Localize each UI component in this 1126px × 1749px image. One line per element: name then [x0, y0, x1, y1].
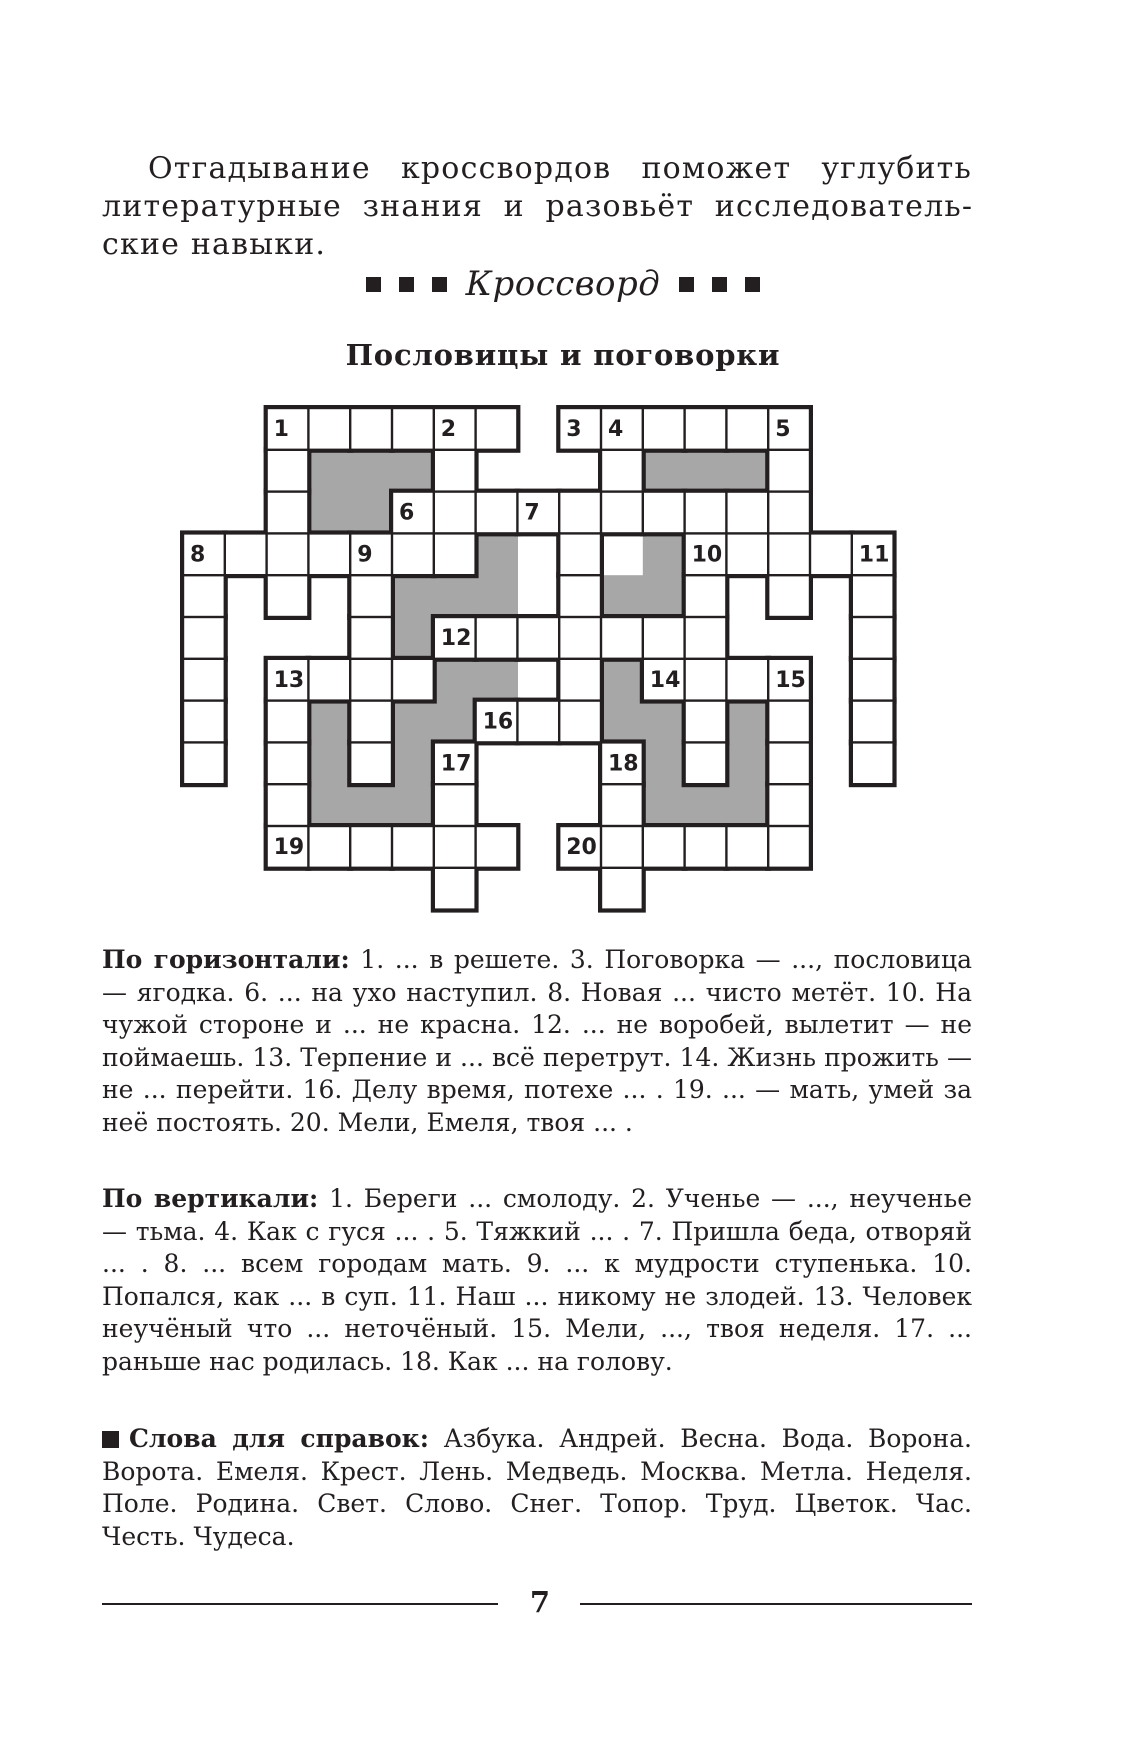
grid-cell[interactable]	[686, 409, 725, 448]
shaded-block	[726, 784, 768, 826]
grid-cell[interactable]	[268, 744, 307, 783]
clue-number: 3	[566, 417, 582, 442]
clue-number: 10	[691, 542, 723, 568]
reference-words	[102, 1423, 972, 1553]
grid-cell[interactable]	[268, 576, 307, 615]
grid-cell[interactable]	[268, 535, 307, 574]
footer-rule-left	[102, 1603, 498, 1605]
clue-number: 15	[775, 667, 806, 693]
shaded-block	[643, 742, 685, 784]
grid-cell[interactable]	[393, 660, 432, 699]
grid-cell[interactable]	[602, 869, 641, 908]
grid-cell[interactable]	[477, 493, 516, 532]
grid-cell[interactable]	[351, 576, 390, 615]
shaded-block	[726, 742, 768, 784]
footer-rule-right	[580, 1603, 972, 1605]
shaded-block	[726, 450, 768, 492]
grid-cell[interactable]	[602, 451, 641, 490]
grid-cell[interactable]	[853, 618, 892, 657]
grid-cell[interactable]	[769, 493, 808, 532]
grid-cell[interactable]	[310, 827, 349, 866]
clue-number: 2	[440, 417, 457, 442]
grid-cell[interactable]	[644, 493, 683, 532]
shaded-block	[392, 784, 434, 826]
grid-cell[interactable]	[477, 618, 516, 657]
down-clues	[102, 1183, 972, 1379]
grid-cell[interactable]	[853, 744, 892, 783]
grid-cell[interactable]	[560, 702, 599, 741]
clue-number: 8	[190, 542, 206, 568]
clue-number: 16	[482, 709, 514, 735]
section-label: Кроссворд	[465, 264, 661, 304]
grid-cell[interactable]	[644, 827, 683, 866]
grid-cell[interactable]	[560, 535, 599, 574]
clue-number: 19	[273, 835, 305, 860]
grid-cell[interactable]	[853, 702, 892, 741]
clue-number: 7	[524, 500, 540, 526]
grid-cell[interactable]	[184, 618, 223, 657]
grid-cell[interactable]	[310, 660, 349, 699]
clue-number: 6	[399, 500, 415, 526]
shaded-block	[392, 575, 434, 617]
grid-cell[interactable]	[184, 576, 223, 615]
across-clues	[102, 944, 972, 1140]
shaded-block	[643, 533, 685, 575]
shaded-block	[392, 617, 434, 659]
shaded-block	[643, 701, 685, 743]
clue-number: 11	[858, 542, 890, 568]
shaded-block	[434, 659, 476, 701]
shaded-block	[350, 784, 392, 826]
reference-text: Азбука. Андрей. Весна. Вода. Ворона. Ворота. Емеля. Крест. Лень. Медведь. Москва. Метла. Неделя. Поле. Родина. Свет. Слово. Снег. Топор. Труд. Цветок. Час. Честь. Чудеса.	[102, 1424, 972, 1551]
grid-cell[interactable]	[728, 409, 767, 448]
shaded-block	[643, 450, 685, 492]
grid-cell[interactable]	[728, 535, 767, 574]
shaded-block	[350, 492, 392, 534]
shaded-block	[643, 784, 685, 826]
grid-cell[interactable]	[811, 535, 850, 574]
grid-cell[interactable]	[351, 409, 390, 448]
grid-cell[interactable]	[435, 493, 474, 532]
shaded-block	[308, 450, 350, 492]
grid-cell[interactable]	[686, 660, 725, 699]
grid-cell[interactable]	[268, 785, 307, 824]
grid-cell[interactable]	[602, 827, 641, 866]
shaded-block	[601, 701, 643, 743]
grid-cell[interactable]	[393, 535, 432, 574]
shaded-block	[476, 575, 518, 617]
grid-cell[interactable]	[644, 618, 683, 657]
grid-cell[interactable]	[769, 576, 808, 615]
grid-cell[interactable]	[184, 702, 223, 741]
reference-label: Слова для справок:	[129, 1424, 429, 1453]
grid-cell[interactable]	[268, 702, 307, 741]
clue-number: 9	[357, 542, 373, 568]
grid-cell[interactable]	[769, 744, 808, 783]
grid-cell[interactable]	[602, 493, 641, 532]
clue-number: 17	[440, 751, 472, 777]
shaded-block	[434, 701, 476, 743]
shaded-block	[392, 701, 434, 743]
down-text: 1. Береги ... смолоду. 2. Ученье — ..., неученье — тьма. 4. Как с гуся ... . 5. Тяжкий ... . 7. Пришла беда, отворяй ... . 8. ... всем городам мать. 9. ... к мудрости ступенька. 10. Попался, как ... в суп. 11. Наш ... никому не злодей. 13. Человек неучёный что ... неточёный. 15. Мели, ..., твоя неделя. 17. ... раньше нас родилась. 18. Как ... на голову.	[102, 1184, 972, 1376]
grid-cell[interactable]	[310, 409, 349, 448]
grid-cell[interactable]	[435, 869, 474, 908]
grid-cell[interactable]	[351, 827, 390, 866]
grid-cell[interactable]	[435, 785, 474, 824]
grid-cell[interactable]	[268, 493, 307, 532]
grid-cell[interactable]	[728, 660, 767, 699]
shaded-block	[308, 701, 350, 743]
grid-cell[interactable]	[560, 618, 599, 657]
shaded-block	[476, 659, 518, 701]
grid-cell[interactable]	[393, 409, 432, 448]
grid-cell[interactable]	[728, 493, 767, 532]
clue-number: 12	[440, 626, 472, 651]
shaded-block	[392, 450, 434, 492]
clue-number: 20	[566, 835, 597, 860]
grid-cell[interactable]	[560, 660, 599, 699]
shaded-block	[308, 492, 350, 534]
grid-cell[interactable]	[602, 785, 641, 824]
grid-cell[interactable]	[769, 451, 808, 490]
grid-cell[interactable]	[769, 535, 808, 574]
shaded-block	[350, 450, 392, 492]
grid-cell[interactable]	[686, 576, 725, 615]
shaded-block	[308, 784, 350, 826]
page-number: 7	[529, 1585, 551, 1619]
grid-cell[interactable]	[351, 702, 390, 741]
grid-cell[interactable]	[477, 827, 516, 866]
grid-cell[interactable]	[435, 535, 474, 574]
grid-cell[interactable]	[769, 827, 808, 866]
grid-cell[interactable]	[853, 576, 892, 615]
shaded-block	[476, 533, 518, 575]
square-bullet-icon	[102, 1431, 119, 1448]
grid-cell[interactable]	[310, 535, 349, 574]
grid-cell[interactable]	[686, 744, 725, 783]
clue-number: 18	[608, 751, 639, 777]
grid-cell[interactable]	[644, 409, 683, 448]
grid-cell[interactable]	[184, 660, 223, 699]
shaded-block	[643, 575, 685, 617]
grid-cell[interactable]	[477, 409, 516, 448]
grid-cell[interactable]	[686, 702, 725, 741]
grid-cell[interactable]	[351, 618, 390, 657]
shaded-block	[601, 659, 643, 701]
shaded-block	[726, 701, 768, 743]
grid-cell[interactable]	[226, 535, 265, 574]
shaded-block	[434, 575, 476, 617]
clue-number: 13	[273, 667, 305, 693]
grid-cell[interactable]	[769, 785, 808, 824]
grid-cell[interactable]	[853, 660, 892, 699]
grid-cell[interactable]	[686, 618, 725, 657]
grid-cell[interactable]	[602, 618, 641, 657]
grid-cell[interactable]	[519, 702, 558, 741]
clue-number: 4	[608, 417, 624, 442]
grid-cell[interactable]	[393, 827, 432, 866]
intro-text: Отгадывание кроссвордов поможет углубить литературные знания и разовьёт исследовательские навыки.	[102, 151, 972, 262]
across-label: По горизонтали:	[102, 945, 350, 974]
shaded-block	[685, 450, 727, 492]
shaded-block	[392, 742, 434, 784]
grid-cell[interactable]	[686, 827, 725, 866]
page-title: Пословицы и поговорки	[345, 338, 781, 372]
clue-number: 5	[775, 417, 791, 442]
grid-cell[interactable]	[560, 576, 599, 615]
grid-cell[interactable]	[519, 618, 558, 657]
grid-cell[interactable]	[435, 827, 474, 866]
grid-cell[interactable]	[769, 702, 808, 741]
grid-cell[interactable]	[560, 493, 599, 532]
shaded-block	[308, 742, 350, 784]
clue-number: 1	[273, 417, 289, 442]
shaded-block	[601, 575, 643, 617]
grid-cell[interactable]	[268, 451, 307, 490]
clue-number: 14	[649, 667, 681, 693]
down-label: По вертикали:	[102, 1184, 319, 1213]
grid-cell[interactable]	[435, 451, 474, 490]
grid-cell[interactable]	[351, 744, 390, 783]
across-text: 1. ... в решете. 3. Поговорка — ..., пословица — ягодка. 6. ... на ухо наступил. 8. Новая ... чисто метёт. 10. На чужой стороне и ... не красна. 12. ... не воробей, вылетит — не поймаешь. 13. Терпение и ... всё перетрут. 14. Жизнь прожить — не ... перейти. 16. Делу время, потехе ... . 19. ... — мать, умей за неё постоять. 20. Мели, Емеля, твоя ... .	[102, 945, 972, 1137]
grid-cell[interactable]	[686, 493, 725, 532]
grid-cell[interactable]	[351, 660, 390, 699]
grid-cell[interactable]	[728, 827, 767, 866]
grid-cell[interactable]	[184, 744, 223, 783]
shaded-block	[685, 784, 727, 826]
